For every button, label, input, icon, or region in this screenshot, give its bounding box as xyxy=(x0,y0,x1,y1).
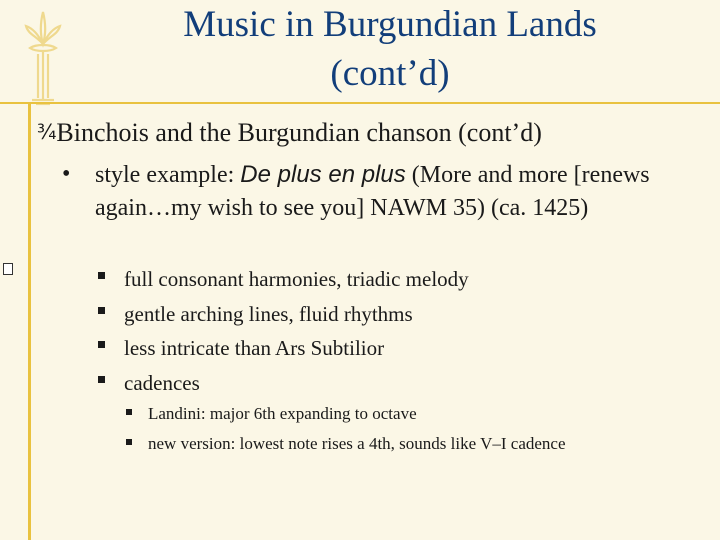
list-item xyxy=(98,262,698,297)
point-prefix: style example: xyxy=(95,162,241,188)
list-item xyxy=(98,297,698,332)
list-item xyxy=(98,331,698,366)
subpoint-list xyxy=(98,262,698,400)
list-item xyxy=(98,366,698,401)
heading-bullet: ¾ xyxy=(37,120,57,144)
heading-text: Binchois and the Burgundian chanson (cont’d) xyxy=(56,118,542,147)
slide-title-line2: (cont’d) xyxy=(330,53,450,94)
style-example-point xyxy=(62,158,702,225)
point-title-italic: De plus en plus xyxy=(240,161,406,188)
list-item xyxy=(126,399,706,429)
square-bullet-icon xyxy=(98,376,105,383)
subsubpoint-text: new version: lowest note rises a 4th, sounds like V–I cadence xyxy=(148,433,566,453)
slide-title-line1: Music in Burgundian Lands xyxy=(183,4,597,45)
subpoint-text: cadences xyxy=(124,370,200,395)
empty-box-marker xyxy=(3,263,13,275)
subpoint-text: less intricate than Ars Subtilior xyxy=(124,336,385,360)
subpoint-text: gentle arching lines, fluid rhythms xyxy=(124,301,413,326)
point-suffix: (More and more [renews again…my wish to see you] NAWM 35) (ca. 1425) xyxy=(95,162,650,221)
subpoint-text: full consonant harmonies, triadic melody xyxy=(124,267,469,291)
list-item xyxy=(126,429,706,459)
square-bullet-icon xyxy=(98,307,105,314)
square-bullet-icon xyxy=(98,341,105,348)
square-bullet-icon xyxy=(126,439,132,445)
square-bullet-icon xyxy=(126,409,132,415)
subsubpoint-list xyxy=(126,399,706,458)
slide-title xyxy=(80,0,700,98)
subsubpoint-text: Landini: major 6th expanding to octave xyxy=(148,404,417,423)
fleur-ornament-icon xyxy=(18,4,68,108)
point-text xyxy=(95,158,702,225)
title-divider xyxy=(0,102,720,104)
left-divider xyxy=(28,104,31,540)
point-bullet: • xyxy=(62,161,71,187)
slide-heading xyxy=(37,116,542,149)
square-bullet-icon xyxy=(98,272,105,279)
